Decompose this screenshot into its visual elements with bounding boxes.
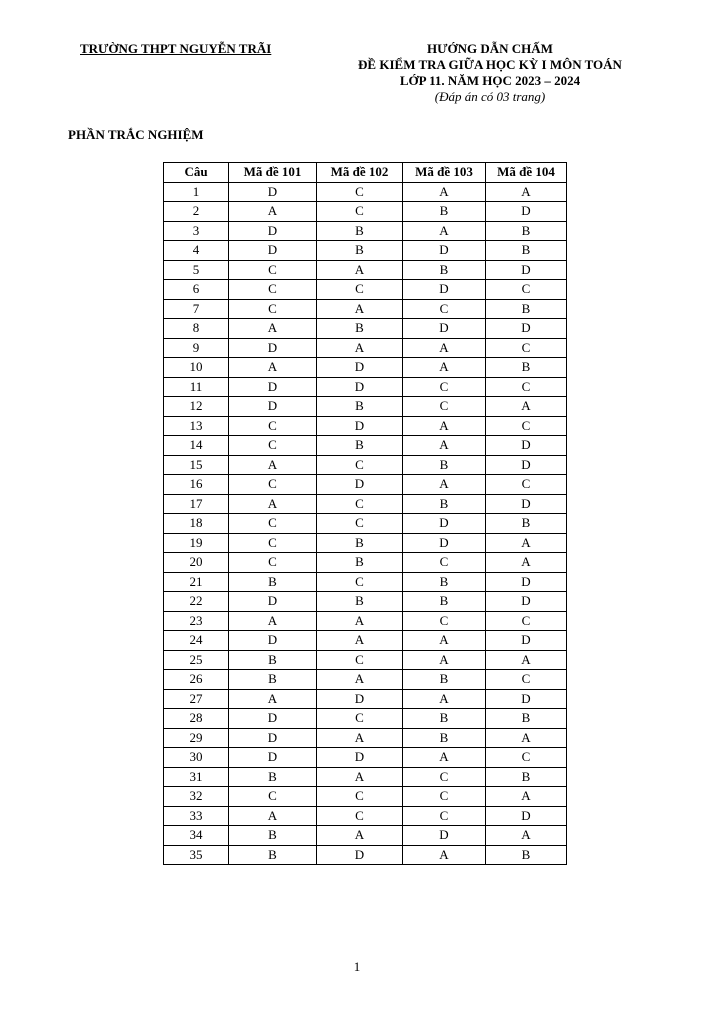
answer-cell-101: B	[229, 845, 317, 865]
answer-cell-101: C	[229, 475, 317, 495]
table-row	[164, 514, 567, 534]
answer-cell-104: D	[486, 592, 567, 612]
question-number-cell: 9	[164, 338, 229, 358]
question-number-cell: 33	[164, 806, 229, 826]
answer-cell-104: A	[486, 787, 567, 807]
answer-cell-104: C	[486, 377, 567, 397]
answer-cell-102: C	[317, 202, 403, 222]
answer-cell-101: A	[229, 319, 317, 339]
answer-cell-103: C	[403, 787, 486, 807]
answer-cell-102: C	[317, 514, 403, 534]
answer-cell-102: C	[317, 494, 403, 514]
heading-grade-year: LỚP 11. NĂM HỌC 2023 – 2024	[399, 73, 581, 88]
answer-cell-103: B	[403, 592, 486, 612]
page-number: 1	[353, 959, 361, 974]
table-row	[164, 436, 567, 456]
answer-cell-103: A	[403, 338, 486, 358]
answer-cell-102: C	[317, 806, 403, 826]
column-header-code-103: Mã đề 103	[403, 163, 486, 183]
question-number-cell: 32	[164, 787, 229, 807]
answer-cell-103: C	[403, 299, 486, 319]
answer-cell-102: D	[317, 475, 403, 495]
answer-cell-102: B	[317, 436, 403, 456]
answer-cell-103: D	[403, 826, 486, 846]
table-row	[164, 709, 567, 729]
answer-cell-101: D	[229, 182, 317, 202]
table-row	[164, 689, 567, 709]
table-row	[164, 572, 567, 592]
answer-cell-102: A	[317, 670, 403, 690]
table-row	[164, 533, 567, 553]
answer-cell-104: B	[486, 221, 567, 241]
table-row	[164, 553, 567, 573]
answer-cell-102: C	[317, 709, 403, 729]
answer-cell-104: D	[486, 202, 567, 222]
answer-cell-104: A	[486, 533, 567, 553]
answer-cell-102: B	[317, 221, 403, 241]
answer-cell-103: D	[403, 241, 486, 261]
answer-cell-102: A	[317, 299, 403, 319]
answer-cell-104: B	[486, 241, 567, 261]
answer-cell-102: B	[317, 533, 403, 553]
answer-cell-103: D	[403, 319, 486, 339]
table-header-row	[164, 163, 567, 183]
question-number-cell: 34	[164, 826, 229, 846]
question-number-cell: 16	[164, 475, 229, 495]
table-row	[164, 202, 567, 222]
answer-cell-103: C	[403, 806, 486, 826]
answer-cell-102: A	[317, 631, 403, 651]
answer-cell-103: B	[403, 260, 486, 280]
answer-cell-104: B	[486, 845, 567, 865]
question-number-cell: 23	[164, 611, 229, 631]
answer-cell-101: B	[229, 826, 317, 846]
answer-cell-104: D	[486, 806, 567, 826]
answer-cell-102: B	[317, 241, 403, 261]
table-row	[164, 280, 567, 300]
question-number-cell: 11	[164, 377, 229, 397]
question-number-cell: 8	[164, 319, 229, 339]
question-number-cell: 2	[164, 202, 229, 222]
table-row	[164, 826, 567, 846]
answer-cell-101: A	[229, 358, 317, 378]
answer-cell-104: A	[486, 397, 567, 417]
question-number-cell: 19	[164, 533, 229, 553]
answer-cell-104: B	[486, 767, 567, 787]
document-heading	[330, 41, 650, 105]
answer-cell-104: B	[486, 709, 567, 729]
answer-cell-101: C	[229, 260, 317, 280]
answer-cell-102: C	[317, 787, 403, 807]
table-row	[164, 592, 567, 612]
table-row	[164, 377, 567, 397]
answer-cell-103: C	[403, 553, 486, 573]
answer-rows	[164, 182, 567, 865]
answer-cell-102: B	[317, 397, 403, 417]
answer-cell-102: A	[317, 767, 403, 787]
answer-cell-104: A	[486, 650, 567, 670]
answer-key-table	[163, 162, 567, 865]
question-number-cell: 5	[164, 260, 229, 280]
answer-cell-103: C	[403, 767, 486, 787]
question-number-cell: 28	[164, 709, 229, 729]
answer-cell-103: B	[403, 455, 486, 475]
question-number-cell: 22	[164, 592, 229, 612]
answer-cell-101: C	[229, 436, 317, 456]
answer-cell-101: D	[229, 397, 317, 417]
answer-cell-101: D	[229, 709, 317, 729]
table-row	[164, 670, 567, 690]
answer-cell-104: D	[486, 494, 567, 514]
answer-cell-103: A	[403, 221, 486, 241]
answer-cell-103: B	[403, 202, 486, 222]
answer-cell-102: D	[317, 748, 403, 768]
answer-cell-102: C	[317, 572, 403, 592]
answer-cell-103: A	[403, 845, 486, 865]
answer-cell-104: D	[486, 631, 567, 651]
school-name: TRƯỜNG THPT NGUYỄN TRÃI	[80, 41, 272, 56]
question-number-cell: 1	[164, 182, 229, 202]
answer-cell-103: A	[403, 650, 486, 670]
question-number-cell: 12	[164, 397, 229, 417]
table-row	[164, 650, 567, 670]
answer-cell-104: C	[486, 475, 567, 495]
answer-cell-102: A	[317, 826, 403, 846]
answer-cell-103: A	[403, 748, 486, 768]
question-number-cell: 14	[164, 436, 229, 456]
answer-cell-102: B	[317, 592, 403, 612]
answer-cell-102: A	[317, 260, 403, 280]
answer-cell-104: B	[486, 514, 567, 534]
table-row	[164, 319, 567, 339]
table-row	[164, 182, 567, 202]
table-row	[164, 494, 567, 514]
answer-cell-101: C	[229, 416, 317, 436]
answer-cell-104: D	[486, 689, 567, 709]
answer-cell-102: C	[317, 455, 403, 475]
question-number-cell: 29	[164, 728, 229, 748]
question-number-cell: 31	[164, 767, 229, 787]
question-number-cell: 3	[164, 221, 229, 241]
answer-cell-101: D	[229, 592, 317, 612]
answer-cell-101: A	[229, 689, 317, 709]
answer-cell-102: D	[317, 358, 403, 378]
answer-cell-101: A	[229, 455, 317, 475]
answer-cell-103: D	[403, 533, 486, 553]
table-row	[164, 241, 567, 261]
answer-cell-103: A	[403, 182, 486, 202]
answer-cell-104: B	[486, 299, 567, 319]
answer-cell-104: C	[486, 748, 567, 768]
answer-cell-102: D	[317, 689, 403, 709]
answer-cell-101: C	[229, 514, 317, 534]
table-row	[164, 611, 567, 631]
answer-cell-101: D	[229, 631, 317, 651]
table-row	[164, 767, 567, 787]
question-number-cell: 20	[164, 553, 229, 573]
table-row	[164, 787, 567, 807]
answer-cell-102: A	[317, 728, 403, 748]
question-number-cell: 25	[164, 650, 229, 670]
answer-cell-102: A	[317, 338, 403, 358]
answer-cell-102: C	[317, 650, 403, 670]
answer-cell-103: B	[403, 728, 486, 748]
answer-cell-101: A	[229, 806, 317, 826]
answer-cell-103: C	[403, 377, 486, 397]
table-row	[164, 806, 567, 826]
table-row	[164, 260, 567, 280]
answer-cell-104: D	[486, 260, 567, 280]
answer-cell-104: C	[486, 611, 567, 631]
table-row	[164, 416, 567, 436]
table-row	[164, 748, 567, 768]
answer-cell-104: C	[486, 280, 567, 300]
answer-cell-103: B	[403, 494, 486, 514]
answer-cell-104: D	[486, 436, 567, 456]
answer-cell-104: C	[486, 416, 567, 436]
table-row	[164, 338, 567, 358]
table-row	[164, 221, 567, 241]
question-number-cell: 6	[164, 280, 229, 300]
answer-cell-101: C	[229, 553, 317, 573]
question-number-cell: 35	[164, 845, 229, 865]
answer-cell-104: D	[486, 455, 567, 475]
question-number-cell: 27	[164, 689, 229, 709]
answer-cell-101: D	[229, 221, 317, 241]
table-row	[164, 455, 567, 475]
answer-cell-101: B	[229, 767, 317, 787]
question-number-cell: 15	[164, 455, 229, 475]
answer-cell-104: D	[486, 572, 567, 592]
answer-cell-101: D	[229, 241, 317, 261]
answer-cell-104: B	[486, 358, 567, 378]
heading-page-count-note: (Đáp án có 03 trang)	[434, 89, 546, 104]
answer-cell-103: B	[403, 572, 486, 592]
answer-cell-101: A	[229, 202, 317, 222]
answer-cell-102: C	[317, 182, 403, 202]
answer-cell-103: A	[403, 475, 486, 495]
answer-cell-102: C	[317, 280, 403, 300]
answer-cell-103: A	[403, 631, 486, 651]
answer-cell-101: B	[229, 650, 317, 670]
table-row	[164, 728, 567, 748]
table-row	[164, 631, 567, 651]
table-row	[164, 299, 567, 319]
table-row	[164, 845, 567, 865]
question-number-cell: 18	[164, 514, 229, 534]
table-row	[164, 358, 567, 378]
heading-exam-name: ĐỀ KIỂM TRA GIỮA HỌC KỲ I MÔN TOÁN	[358, 57, 622, 72]
heading-title: HƯỚNG DẪN CHẤM	[427, 41, 553, 56]
answer-cell-104: A	[486, 728, 567, 748]
answer-cell-104: D	[486, 319, 567, 339]
answer-cell-104: A	[486, 182, 567, 202]
answer-cell-101: A	[229, 494, 317, 514]
answer-cell-103: C	[403, 611, 486, 631]
answer-cell-103: B	[403, 670, 486, 690]
answer-cell-102: D	[317, 845, 403, 865]
answer-cell-101: C	[229, 787, 317, 807]
question-number-cell: 26	[164, 670, 229, 690]
answer-cell-102: B	[317, 319, 403, 339]
answer-cell-102: D	[317, 377, 403, 397]
question-number-cell: 17	[164, 494, 229, 514]
answer-cell-101: A	[229, 611, 317, 631]
section-title: PHẦN TRẮC NGHIỆM	[68, 127, 204, 142]
answer-cell-103: A	[403, 436, 486, 456]
question-number-cell: 30	[164, 748, 229, 768]
answer-cell-103: A	[403, 358, 486, 378]
answer-cell-101: D	[229, 748, 317, 768]
answer-cell-101: D	[229, 338, 317, 358]
question-number-cell: 21	[164, 572, 229, 592]
answer-cell-102: A	[317, 611, 403, 631]
answer-cell-101: C	[229, 533, 317, 553]
table-row	[164, 397, 567, 417]
question-number-cell: 4	[164, 241, 229, 261]
table-row	[164, 475, 567, 495]
answer-cell-103: A	[403, 416, 486, 436]
answer-cell-104: C	[486, 670, 567, 690]
answer-cell-101: D	[229, 728, 317, 748]
answer-cell-101: C	[229, 299, 317, 319]
answer-cell-103: B	[403, 709, 486, 729]
answer-cell-102: B	[317, 553, 403, 573]
answer-cell-103: D	[403, 514, 486, 534]
column-header-question: Câu	[164, 163, 229, 183]
question-number-cell: 13	[164, 416, 229, 436]
answer-cell-101: B	[229, 572, 317, 592]
answer-cell-103: A	[403, 689, 486, 709]
answer-cell-104: C	[486, 338, 567, 358]
answer-cell-102: D	[317, 416, 403, 436]
answer-cell-104: A	[486, 826, 567, 846]
answer-cell-101: D	[229, 377, 317, 397]
answer-cell-101: B	[229, 670, 317, 690]
column-header-code-104: Mã đề 104	[486, 163, 567, 183]
answer-cell-104: A	[486, 553, 567, 573]
answer-cell-101: C	[229, 280, 317, 300]
question-number-cell: 10	[164, 358, 229, 378]
question-number-cell: 7	[164, 299, 229, 319]
answer-cell-103: D	[403, 280, 486, 300]
column-header-code-101: Mã đề 101	[229, 163, 317, 183]
answer-cell-103: C	[403, 397, 486, 417]
column-header-code-102: Mã đề 102	[317, 163, 403, 183]
question-number-cell: 24	[164, 631, 229, 651]
